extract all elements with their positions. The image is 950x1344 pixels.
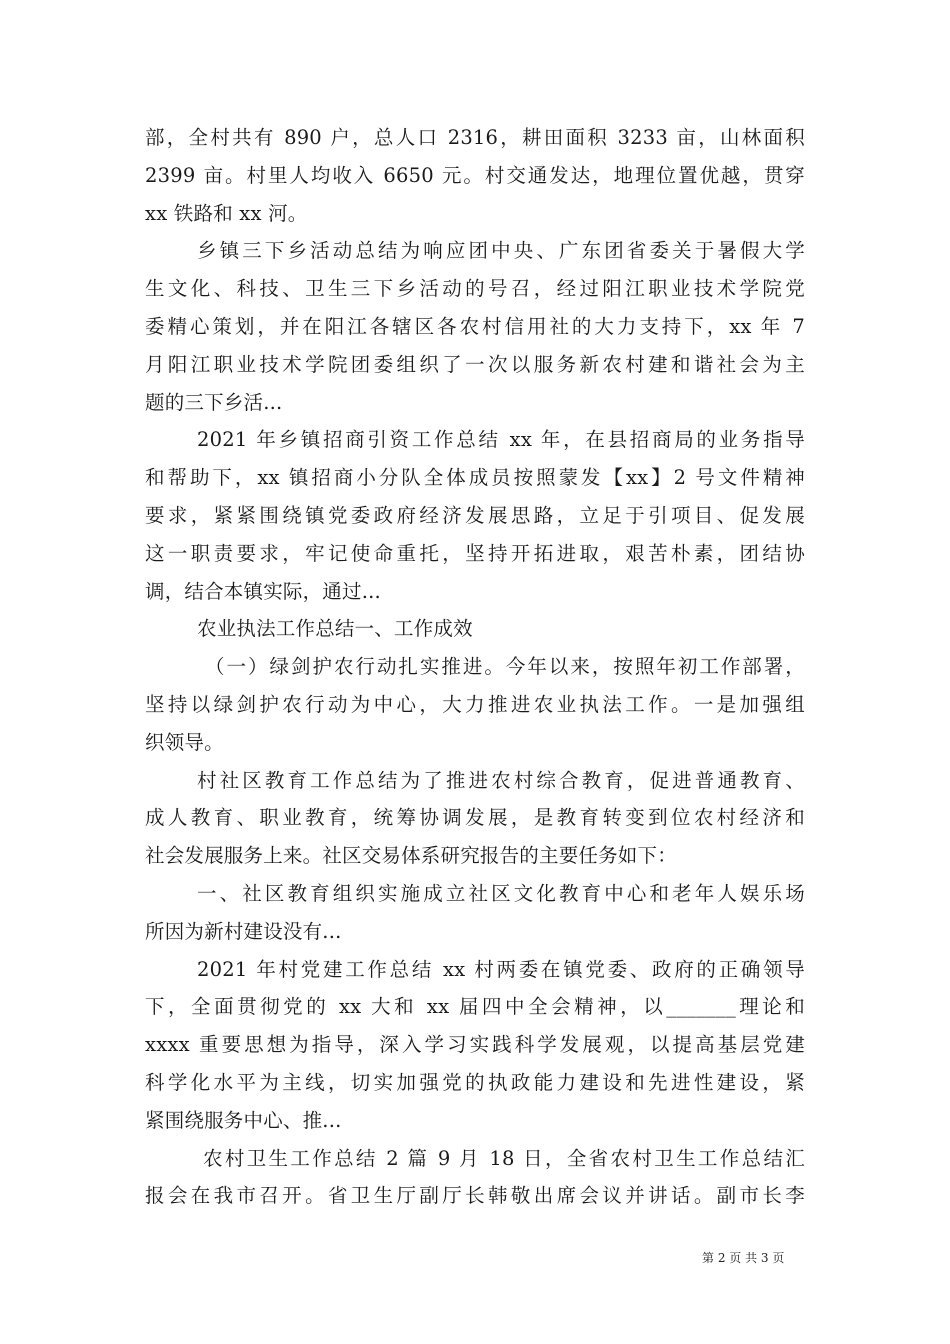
text-line: 成人教育、职业教育，统筹协调发展，是教育转变到位农村经济和 [145, 806, 805, 830]
text-line: 科学化水平为主线，切实加强党的执政能力建设和先进性建设，紧 [145, 1070, 805, 1094]
text-line: xxxx 重要思想为指导，深入学习实践科学发展观，以提高基层党建 [145, 1033, 805, 1057]
text-line: 2399 亩。村里人均收入 6650 元。村交通发达，地理位置优越，贯穿 [145, 163, 805, 187]
text-line: 所因为新村建设没有... [145, 919, 342, 943]
text-line: 题的三下乡活... [145, 390, 283, 414]
text-line: 坚持以绿剑护农行动为中心，大力推进农业执法工作。一是加强组 [145, 692, 805, 716]
text-line: 和帮助下，xx 镇招商小分队全体成员按照蒙发【xx】2 号文件精神 [145, 466, 805, 490]
text-line: （一）绿剑护农行动扎实推进。今年以来，按照年初工作部署， [205, 655, 805, 679]
text-line: 这一职责要求，牢记使命重托，坚持开拓进取，艰苦朴素，团结协 [145, 541, 805, 565]
text-line: xx 铁路和 xx 河。 [145, 201, 308, 225]
text-line: 报会在我市召开。省卫生厅副厅长韩敬出席会议并讲话。副市长李 [145, 1184, 805, 1208]
text-line: 村社区教育工作总结为了推进农村综合教育，促进普通教育、 [197, 768, 805, 792]
text-line: 月阳江职业技术学院团委组织了一次以服务新农村建和谐社会为主 [145, 352, 805, 376]
text-line: 生文化、科技、卫生三下乡活动的号召，经过阳江职业技术学院党 [145, 277, 805, 301]
text-line: 下，全面贯彻党的 xx 大和 xx 届四中全会精神，以_______理论和 [145, 995, 805, 1019]
text-line: 织领导。 [145, 730, 224, 754]
text-line: 农业执法工作总结一、工作成效 [197, 617, 473, 641]
page-number: 第 2 页 共 3 页 [702, 1251, 785, 1265]
document-body [145, 119, 805, 1215]
text-line: 要求，紧紧围绕镇党委政府经济发展思路，立足于引项目、促发展 [145, 503, 805, 527]
text-line: 部，全村共有 890 户，总人口 2316，耕田面积 3233 亩，山林面积 [145, 126, 805, 149]
text-line: 2021 年村党建工作总结 xx 村两委在镇党委、政府的正确领导 [197, 957, 805, 981]
text-line: 2021 年乡镇招商引资工作总结 xx 年，在县招商局的业务指导 [197, 428, 805, 452]
text-line: 乡镇三下乡活动总结为响应团中央、广东团省委关于暑假大学 [197, 239, 805, 263]
text-line: 社会发展服务上来。社区交易体系研究报告的主要任务如下： [145, 844, 677, 868]
text-line: 农村卫生工作总结 2 篇 9 月 18 日，全省农村卫生工作总结汇 [203, 1146, 805, 1170]
text-line: 委精心策划，并在阳江各辖区各农村信用社的大力支持下，xx 年 7 [145, 314, 805, 338]
text-line: 一、社区教育组织实施成立社区文化教育中心和老年人娱乐场 [197, 881, 805, 905]
text-line: 调，结合本镇实际，通过... [145, 579, 381, 603]
text-line: 紧围绕服务中心、推... [145, 1108, 342, 1132]
